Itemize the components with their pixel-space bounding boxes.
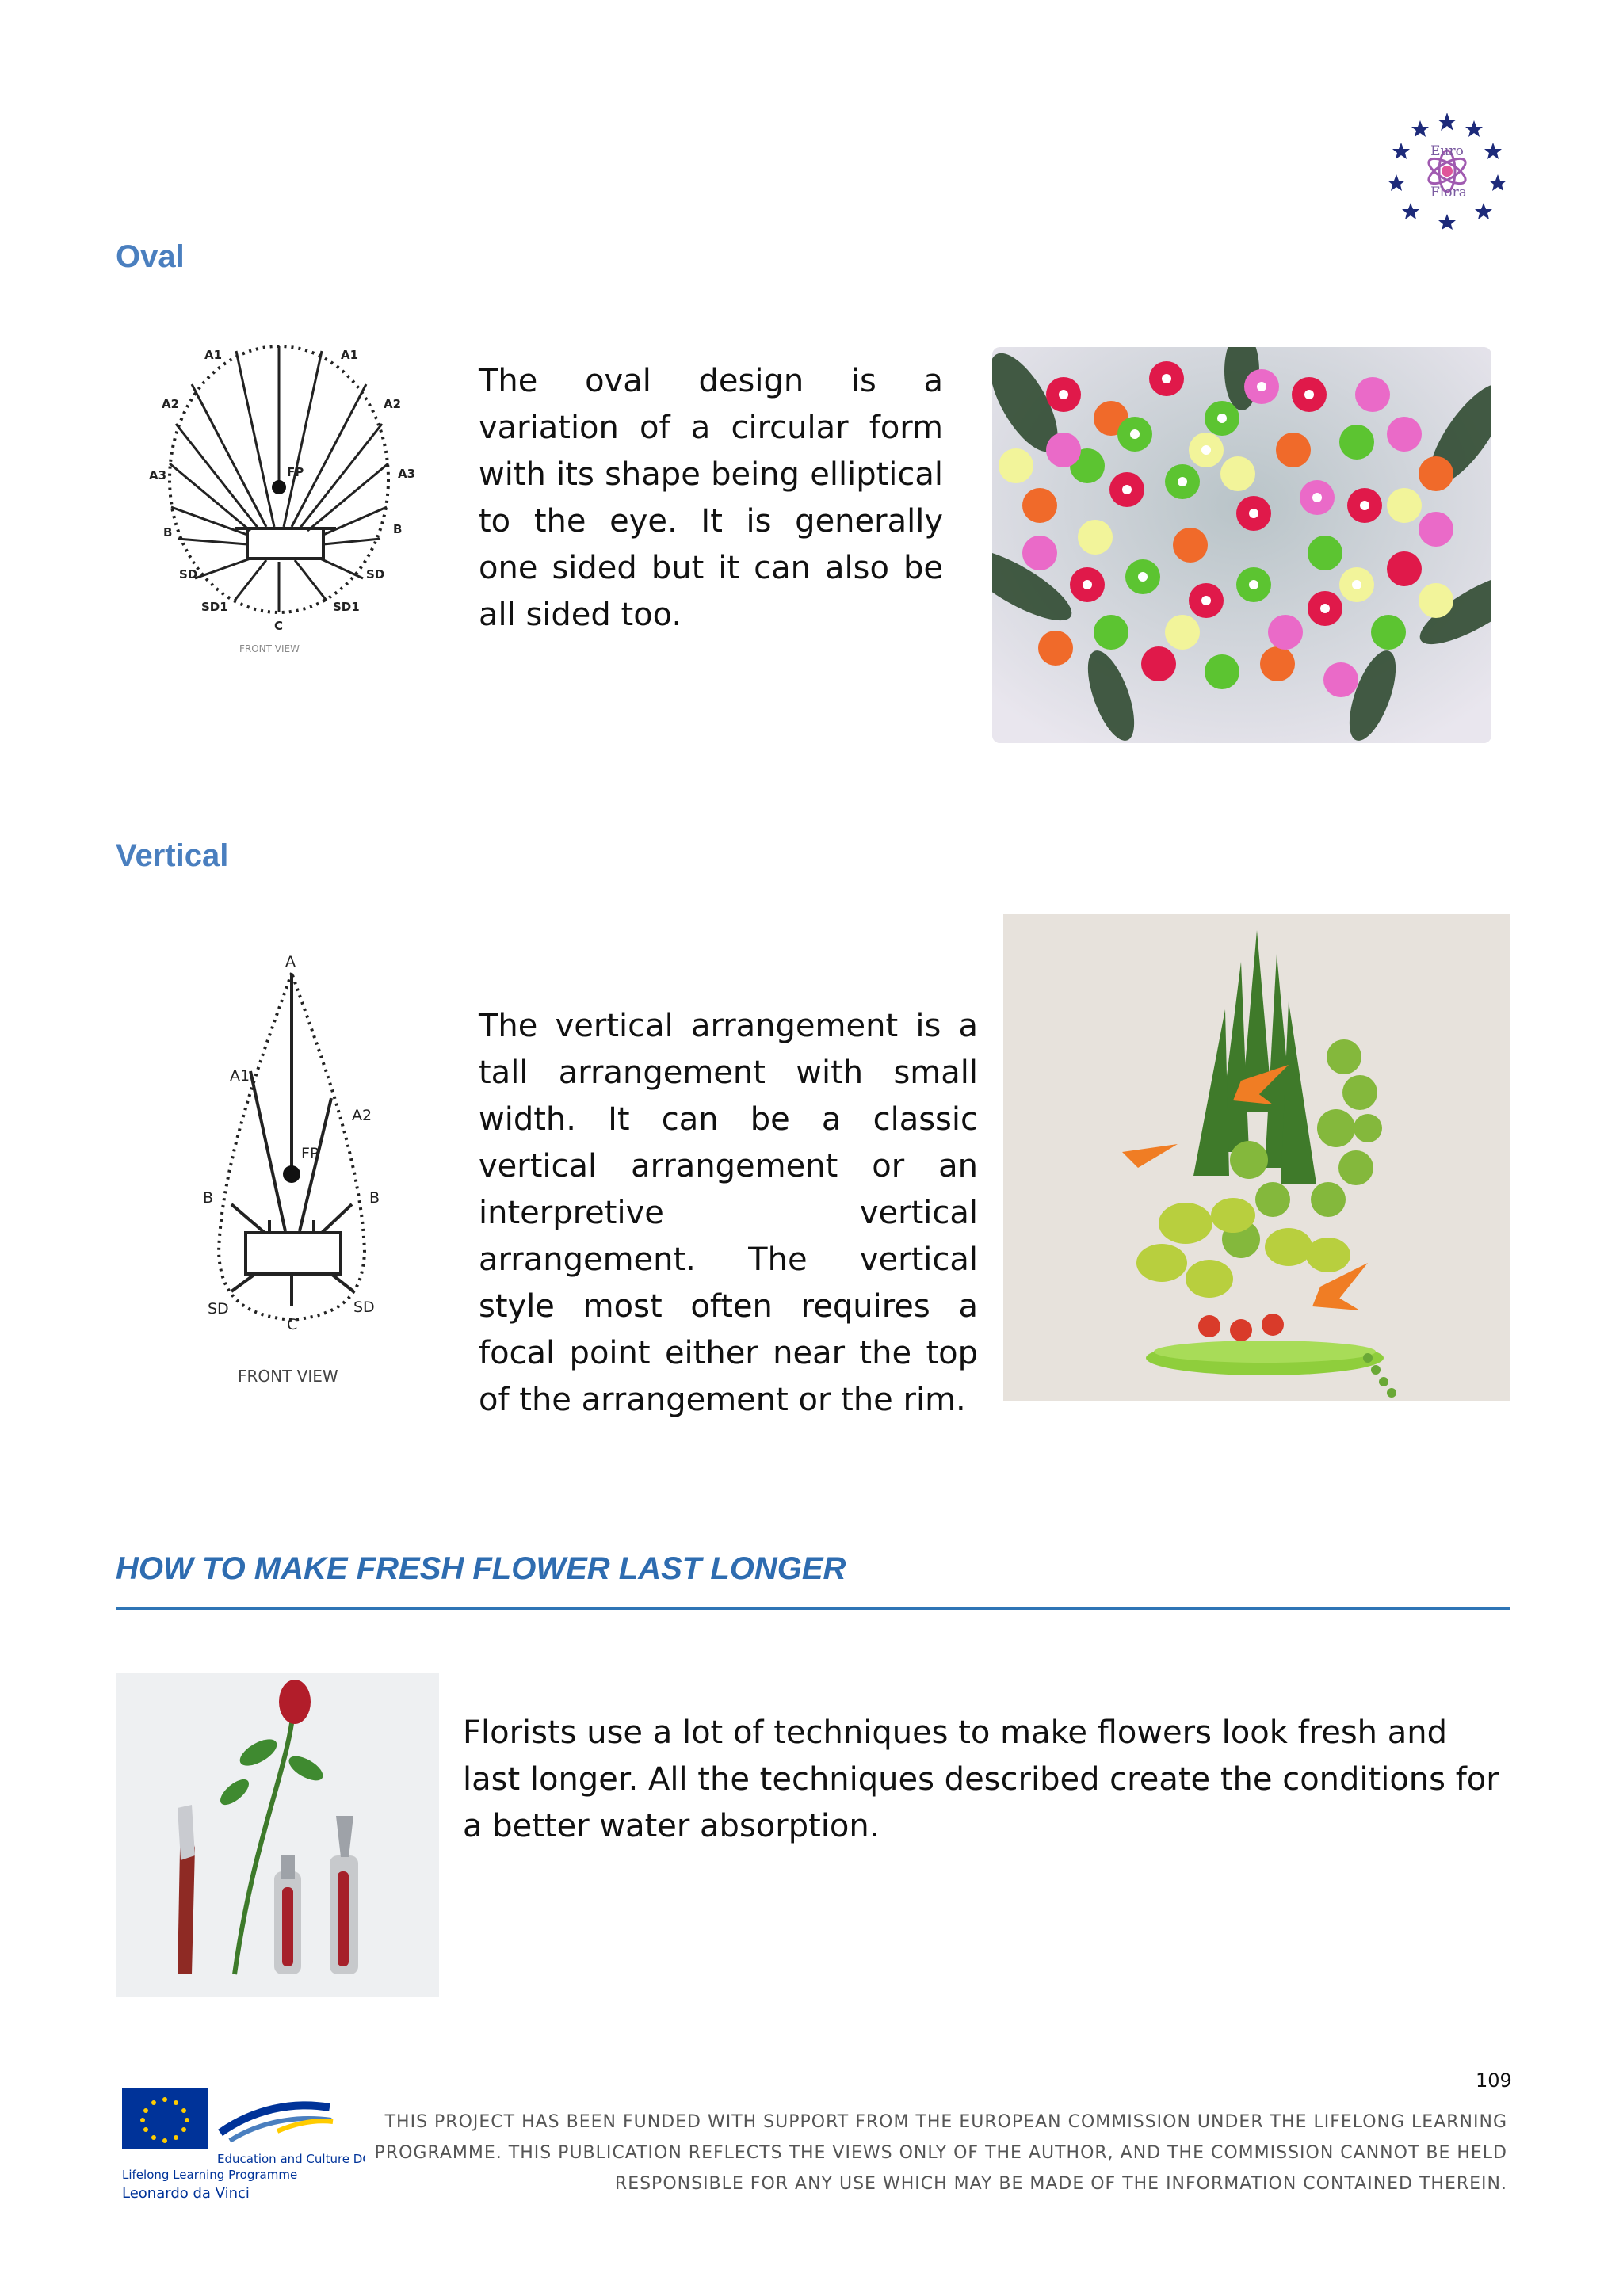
disclaimer-line-3: RESPONSIBLE FOR ANY USE WHICH MAY BE MADE OF THE INFORMATION CONTAINED THEREIN. [614, 2174, 1507, 2194]
label-a1: A1 [230, 1067, 250, 1085]
rose-and-tools-photo [116, 1673, 439, 1997]
label-front-view: FRONT VIEW [239, 643, 300, 654]
label-a3-right: A3 [398, 467, 416, 481]
label-sd-left: SD [208, 1300, 229, 1318]
oval-flower-photo [992, 347, 1491, 743]
label-sd1-left: SD1 [201, 600, 228, 614]
label-a1-left: A1 [204, 348, 223, 362]
label-sd-right: SD [353, 1299, 375, 1316]
oval-description: The oval design is a variation of a circular form with its shape being elliptical to the eye. It is generally one sided but it can also be all sided too. [479, 363, 943, 633]
fresh-flower-heading: HOW TO MAKE FRESH FLOWER LAST LONGER [116, 1551, 846, 1586]
euroflora-logo [1387, 109, 1507, 230]
page-number: 109 [1476, 2069, 1512, 2092]
fresh-flower-description: Florists use a lot of techniques to make flowers look fresh and last longer. All the techniques described create the conditions for a better water absorption. [463, 1714, 1499, 1844]
vertical-flower-photo [1003, 914, 1510, 1401]
label-sd-left: SD [179, 567, 198, 582]
label-fp: FP [287, 465, 304, 479]
label-a2: A2 [352, 1107, 372, 1124]
label-a2-right: A2 [384, 397, 402, 411]
vertical-description: The vertical arrangement is a tall arrangement with small width. It can be a classic vertical arrangement or an interpretive vertical arrangement. The vertical style most often requires a focal point either near the top of the arrangement or the rim. [479, 1008, 978, 1418]
llp-caption: Lifelong Learning Programme [122, 2168, 298, 2182]
label-c: C [274, 619, 284, 633]
vertical-heading: Vertical [116, 838, 229, 873]
label-a2-left: A2 [162, 397, 180, 411]
label-fp: FP [301, 1145, 319, 1162]
label-a: A [285, 953, 296, 971]
label-b-right: B [393, 522, 403, 536]
label-sd-right: SD [366, 567, 385, 582]
disclaimer-line-2: PROGRAMME. THIS PUBLICATION REFLECTS THE VIEWS ONLY OF THE AUTHOR, AND THE COMMISSION CANNOT BE HELD [374, 2143, 1507, 2163]
label-b-left: B [163, 525, 173, 540]
logo-text-euro: Euro [1430, 143, 1464, 159]
oval-diagram [132, 337, 449, 654]
label-front-view: FRONT VIEW [238, 1367, 338, 1386]
section-divider [116, 1607, 1510, 1610]
disclaimer-line-1: THIS PROJECT HAS BEEN FUNDED WITH SUPPORT FROM THE EUROPEAN COMMISSION UNDER THE LIFELONG LEARNING [384, 2112, 1507, 2132]
ldv-caption: Leonardo da Vinci [122, 2185, 250, 2202]
label-a1-right: A1 [341, 348, 359, 362]
label-b-right: B [369, 1189, 380, 1207]
eu-dg-caption: Education and Culture DG [217, 2152, 365, 2166]
funding-disclaimer [349, 2107, 1507, 2199]
label-c: C [287, 1316, 298, 1333]
logo-text-flora: Flora [1430, 185, 1467, 200]
vertical-diagram [190, 951, 428, 1394]
eu-funding-logos [119, 2085, 365, 2204]
label-a3-left: A3 [149, 468, 167, 482]
label-b-left: B [203, 1189, 214, 1207]
oval-heading: Oval [116, 239, 185, 274]
label-sd1-right: SD1 [333, 600, 360, 614]
